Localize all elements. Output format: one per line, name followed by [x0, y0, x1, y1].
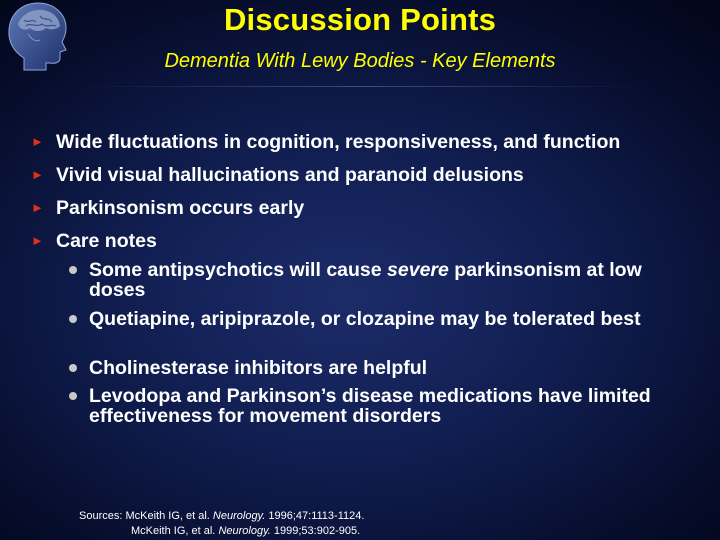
dot-icon — [69, 266, 77, 274]
dot-icon — [69, 315, 77, 323]
dot-icon — [69, 392, 77, 400]
bullet-item: Care notes — [56, 230, 157, 252]
slide-subtitle: Dementia With Lewy Bodies - Key Elements — [164, 50, 556, 72]
subbullet-item: Cholinesterase inhibitors are helpful — [89, 357, 428, 379]
subbullet-item: Levodopa and Parkinson’s disease medications have limited effectiveness for movement disorders — [89, 385, 651, 427]
sources-citation: Sources: McKeith IG, et al. Neurology. 1996;47:1113-1124. McKeith IG, et al. Neurology. 1999;53:902-905. — [79, 510, 365, 537]
triangle-right-icon: ► — [31, 167, 44, 182]
dot-icon — [69, 364, 77, 372]
subbullet-item: Some antipsychotics will cause severe parkinsonism at low doses — [89, 259, 642, 301]
bullet-item: Wide fluctuations in cognition, responsiveness, and function — [56, 131, 621, 153]
triangle-right-icon: ► — [31, 233, 44, 248]
triangle-right-icon: ► — [31, 134, 44, 149]
slide-title: Discussion Points — [223, 2, 497, 37]
sources-line-2: McKeith IG, et al. Neurology. 1999;53:902-905. — [131, 525, 361, 537]
bullet-item: Vivid visual hallucinations and paranoid delusions — [56, 164, 524, 186]
triangle-right-icon: ► — [31, 200, 44, 215]
subbullet-item: Quetiapine, aripiprazole, or clozapine may be tolerated best — [89, 308, 641, 330]
bullet-item: Parkinsonism occurs early — [56, 197, 305, 219]
